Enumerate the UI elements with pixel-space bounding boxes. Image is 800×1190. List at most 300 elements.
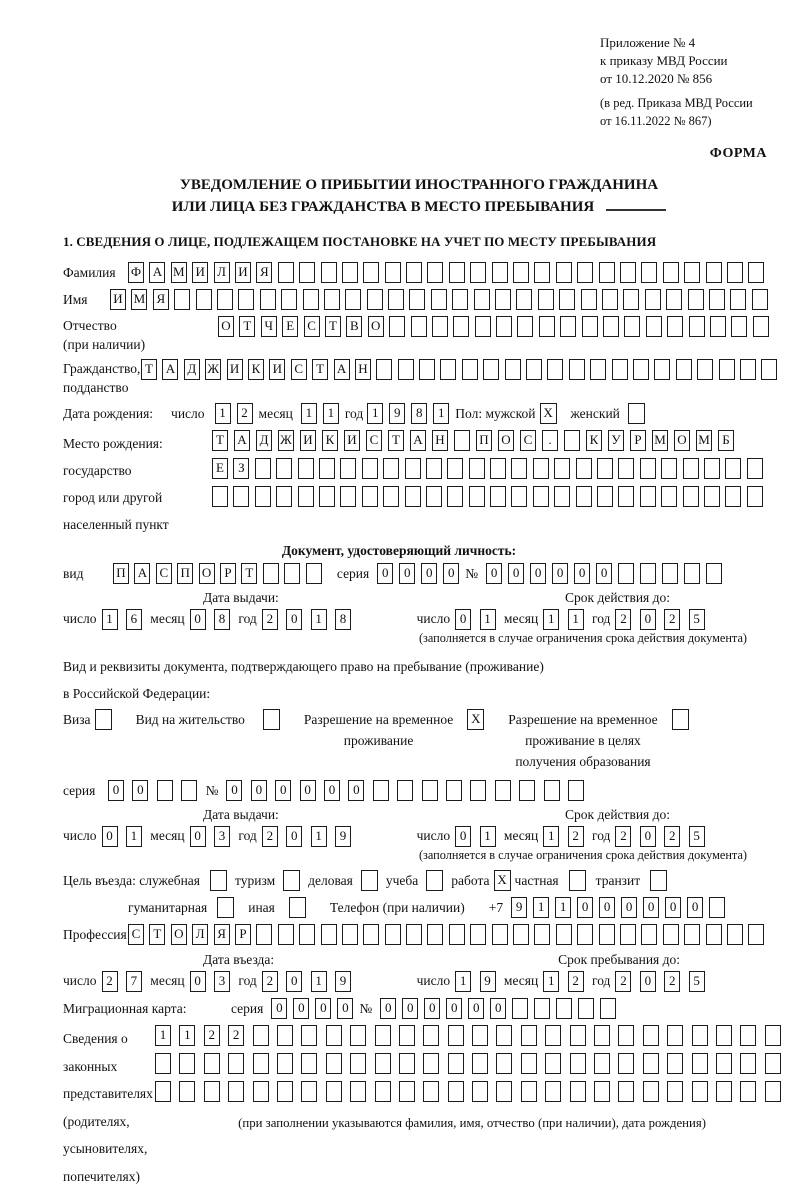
char-box[interactable]: 0 xyxy=(377,563,393,584)
char-box[interactable]: 1 xyxy=(543,971,559,992)
char-box[interactable] xyxy=(620,924,636,945)
char-box[interactable]: И xyxy=(192,262,208,283)
char-box[interactable] xyxy=(276,458,292,479)
char-box[interactable]: 0 xyxy=(421,563,437,584)
char-box[interactable] xyxy=(646,316,662,337)
char-box[interactable] xyxy=(568,780,584,801)
char-box[interactable] xyxy=(405,486,421,507)
char-box[interactable] xyxy=(564,430,580,451)
char-box[interactable]: О xyxy=(368,316,384,337)
char-box[interactable] xyxy=(753,316,769,337)
char-box[interactable]: 0 xyxy=(251,780,267,801)
char-box[interactable]: Л xyxy=(214,262,230,283)
char-box[interactable]: 9 xyxy=(335,826,351,847)
char-box[interactable]: О xyxy=(218,316,234,337)
char-box[interactable] xyxy=(398,359,414,380)
char-box[interactable] xyxy=(697,359,713,380)
char-box[interactable] xyxy=(260,289,276,310)
char-box[interactable] xyxy=(496,316,512,337)
char-box[interactable] xyxy=(446,780,462,801)
char-box[interactable] xyxy=(612,359,628,380)
char-box[interactable]: 2 xyxy=(615,971,631,992)
char-box[interactable]: 0 xyxy=(226,780,242,801)
char-box[interactable]: 0 xyxy=(443,563,459,584)
char-box[interactable] xyxy=(534,924,550,945)
char-box[interactable]: 0 xyxy=(643,897,659,918)
char-box[interactable] xyxy=(376,359,392,380)
stay-month-input[interactable] xyxy=(543,971,592,992)
char-box[interactable] xyxy=(688,289,704,310)
char-box[interactable]: 5 xyxy=(689,609,705,630)
char-box[interactable]: О xyxy=(199,563,215,584)
char-box[interactable] xyxy=(545,1053,561,1074)
char-box[interactable] xyxy=(389,316,405,337)
char-box[interactable]: С xyxy=(520,430,536,451)
char-box[interactable] xyxy=(301,1053,317,1074)
char-box[interactable] xyxy=(597,486,613,507)
char-box[interactable]: И xyxy=(110,289,126,310)
char-box[interactable]: 0 xyxy=(455,826,471,847)
char-box[interactable]: Р xyxy=(630,430,646,451)
char-box[interactable]: 0 xyxy=(665,897,681,918)
char-box[interactable]: 0 xyxy=(315,998,331,1019)
char-box[interactable] xyxy=(406,924,422,945)
char-box[interactable] xyxy=(454,430,470,451)
char-box[interactable] xyxy=(521,1081,537,1102)
char-box[interactable]: Б xyxy=(718,430,734,451)
char-box[interactable]: 0 xyxy=(402,998,418,1019)
char-box[interactable] xyxy=(496,1053,512,1074)
char-box[interactable] xyxy=(388,289,404,310)
char-box[interactable]: З xyxy=(233,458,249,479)
char-box[interactable]: 0 xyxy=(337,998,353,1019)
char-box[interactable]: Д xyxy=(256,430,272,451)
char-box[interactable] xyxy=(181,780,197,801)
char-box[interactable] xyxy=(752,289,768,310)
permit-issue-month-input[interactable] xyxy=(190,826,239,847)
char-box[interactable] xyxy=(204,1053,220,1074)
char-box[interactable]: А xyxy=(134,563,150,584)
char-box[interactable]: А xyxy=(149,262,165,283)
char-box[interactable]: 0 xyxy=(286,971,302,992)
char-box[interactable] xyxy=(569,359,585,380)
char-box[interactable]: Я xyxy=(214,924,230,945)
char-box[interactable]: 0 xyxy=(271,998,287,1019)
char-box[interactable]: 1 xyxy=(155,1025,171,1046)
char-box[interactable] xyxy=(472,1053,488,1074)
char-box[interactable] xyxy=(431,289,447,310)
char-box[interactable] xyxy=(426,458,442,479)
char-box[interactable]: 9 xyxy=(511,897,527,918)
char-box[interactable] xyxy=(618,1025,634,1046)
char-box[interactable] xyxy=(521,1025,537,1046)
migration-series-input[interactable] xyxy=(271,998,359,1019)
char-box[interactable] xyxy=(618,458,634,479)
char-box[interactable]: 1 xyxy=(311,609,327,630)
purpose-work-checkbox[interactable]: X xyxy=(494,870,511,891)
char-box[interactable] xyxy=(667,1081,683,1102)
char-box[interactable]: 0 xyxy=(190,971,206,992)
char-box[interactable] xyxy=(350,1081,366,1102)
char-box[interactable] xyxy=(663,924,679,945)
char-box[interactable] xyxy=(449,262,465,283)
char-box[interactable]: 1 xyxy=(480,826,496,847)
citizenship-input[interactable] xyxy=(141,359,783,380)
char-box[interactable]: 0 xyxy=(324,780,340,801)
char-box[interactable]: 1 xyxy=(311,971,327,992)
char-box[interactable]: 0 xyxy=(687,897,703,918)
permit-valid-year-input[interactable] xyxy=(615,826,713,847)
char-box[interactable]: Н xyxy=(432,430,448,451)
birth-month-input[interactable] xyxy=(301,403,345,424)
char-box[interactable] xyxy=(179,1053,195,1074)
char-box[interactable]: 0 xyxy=(640,609,656,630)
char-box[interactable] xyxy=(490,486,506,507)
char-box[interactable] xyxy=(517,316,533,337)
char-box[interactable] xyxy=(299,262,315,283)
char-box[interactable] xyxy=(426,486,442,507)
purpose-study-checkbox[interactable] xyxy=(426,870,443,891)
char-box[interactable] xyxy=(618,1053,634,1074)
doc-issue-day-input[interactable] xyxy=(102,609,151,630)
char-box[interactable] xyxy=(432,316,448,337)
edu-permit-checkbox[interactable] xyxy=(672,709,689,730)
char-box[interactable] xyxy=(570,1053,586,1074)
birth-day-input[interactable] xyxy=(215,403,259,424)
char-box[interactable]: О xyxy=(498,430,514,451)
char-box[interactable] xyxy=(362,486,378,507)
char-box[interactable] xyxy=(706,563,722,584)
char-box[interactable] xyxy=(427,262,443,283)
char-box[interactable]: 9 xyxy=(335,971,351,992)
char-box[interactable] xyxy=(399,1025,415,1046)
birth-year-input[interactable] xyxy=(367,403,455,424)
char-box[interactable] xyxy=(385,262,401,283)
char-box[interactable]: 8 xyxy=(411,403,427,424)
char-box[interactable] xyxy=(709,289,725,310)
char-box[interactable] xyxy=(661,458,677,479)
char-box[interactable] xyxy=(492,262,508,283)
char-box[interactable] xyxy=(727,924,743,945)
char-box[interactable]: 1 xyxy=(215,403,231,424)
char-box[interactable] xyxy=(373,780,389,801)
char-box[interactable] xyxy=(298,458,314,479)
patronymic-input[interactable] xyxy=(218,316,774,337)
char-box[interactable] xyxy=(375,1053,391,1074)
char-box[interactable] xyxy=(667,1053,683,1074)
purpose-tourism-checkbox[interactable] xyxy=(283,870,300,891)
char-box[interactable] xyxy=(556,924,572,945)
doc-valid-day-input[interactable] xyxy=(455,609,504,630)
char-box[interactable] xyxy=(594,1081,610,1102)
char-box[interactable] xyxy=(716,1025,732,1046)
char-box[interactable]: 1 xyxy=(533,897,549,918)
char-box[interactable] xyxy=(470,924,486,945)
char-box[interactable]: Ч xyxy=(261,316,277,337)
char-box[interactable] xyxy=(765,1053,781,1074)
char-box[interactable]: . xyxy=(542,430,558,451)
name-input[interactable] xyxy=(110,289,773,310)
char-box[interactable] xyxy=(556,998,572,1019)
char-box[interactable] xyxy=(228,1081,244,1102)
char-box[interactable] xyxy=(544,780,560,801)
char-box[interactable]: А xyxy=(410,430,426,451)
char-box[interactable]: Н xyxy=(355,359,371,380)
surname-input[interactable] xyxy=(128,262,770,283)
char-box[interactable] xyxy=(495,780,511,801)
char-box[interactable] xyxy=(512,998,528,1019)
char-box[interactable]: 1 xyxy=(179,1025,195,1046)
char-box[interactable]: Ж xyxy=(205,359,221,380)
char-box[interactable] xyxy=(740,1081,756,1102)
char-box[interactable] xyxy=(217,289,233,310)
char-box[interactable] xyxy=(427,924,443,945)
purpose-business-checkbox[interactable] xyxy=(361,870,378,891)
char-box[interactable]: 1 xyxy=(568,609,584,630)
char-box[interactable]: 2 xyxy=(664,971,680,992)
char-box[interactable]: 1 xyxy=(543,826,559,847)
char-box[interactable] xyxy=(534,998,550,1019)
char-box[interactable]: 1 xyxy=(555,897,571,918)
char-box[interactable]: И xyxy=(227,359,243,380)
char-box[interactable] xyxy=(340,486,356,507)
char-box[interactable] xyxy=(321,924,337,945)
char-box[interactable]: А xyxy=(234,430,250,451)
char-box[interactable]: П xyxy=(113,563,129,584)
migration-number-input[interactable] xyxy=(380,998,622,1019)
char-box[interactable]: 0 xyxy=(108,780,124,801)
char-box[interactable]: 8 xyxy=(335,609,351,630)
char-box[interactable] xyxy=(448,1025,464,1046)
char-box[interactable] xyxy=(618,1081,634,1102)
char-box[interactable]: 2 xyxy=(228,1025,244,1046)
representatives-row2-input[interactable] xyxy=(155,1053,789,1074)
char-box[interactable]: 0 xyxy=(190,826,206,847)
char-box[interactable] xyxy=(582,316,598,337)
char-box[interactable]: 1 xyxy=(311,826,327,847)
char-box[interactable]: Р xyxy=(220,563,236,584)
char-box[interactable] xyxy=(600,998,616,1019)
char-box[interactable]: 3 xyxy=(214,971,230,992)
char-box[interactable] xyxy=(495,289,511,310)
char-box[interactable]: 1 xyxy=(323,403,339,424)
profession-input[interactable] xyxy=(128,924,770,945)
char-box[interactable] xyxy=(472,1081,488,1102)
char-box[interactable] xyxy=(204,1081,220,1102)
char-box[interactable] xyxy=(342,924,358,945)
char-box[interactable]: Р xyxy=(235,924,251,945)
char-box[interactable]: Е xyxy=(282,316,298,337)
char-box[interactable] xyxy=(654,359,670,380)
char-box[interactable] xyxy=(576,486,592,507)
doc-issue-year-input[interactable] xyxy=(262,609,360,630)
char-box[interactable]: В xyxy=(346,316,362,337)
char-box[interactable] xyxy=(303,289,319,310)
char-box[interactable]: К xyxy=(322,430,338,451)
char-box[interactable] xyxy=(577,262,593,283)
char-box[interactable]: И xyxy=(300,430,316,451)
char-box[interactable] xyxy=(423,1081,439,1102)
birthplace-row2-input[interactable] xyxy=(212,458,768,479)
doc-number-input[interactable] xyxy=(486,563,728,584)
char-box[interactable] xyxy=(399,1081,415,1102)
char-box[interactable] xyxy=(577,924,593,945)
char-box[interactable] xyxy=(684,563,700,584)
char-box[interactable]: А xyxy=(334,359,350,380)
stay-year-input[interactable] xyxy=(615,971,713,992)
char-box[interactable] xyxy=(623,289,639,310)
char-box[interactable] xyxy=(643,1025,659,1046)
char-box[interactable] xyxy=(496,1025,512,1046)
char-box[interactable]: 1 xyxy=(102,609,118,630)
char-box[interactable] xyxy=(581,289,597,310)
char-box[interactable] xyxy=(277,1053,293,1074)
char-box[interactable]: 1 xyxy=(126,826,142,847)
char-box[interactable] xyxy=(576,458,592,479)
char-box[interactable] xyxy=(278,262,294,283)
char-box[interactable]: 0 xyxy=(640,971,656,992)
char-box[interactable] xyxy=(533,486,549,507)
char-box[interactable]: И xyxy=(344,430,360,451)
char-box[interactable] xyxy=(449,924,465,945)
char-box[interactable] xyxy=(385,924,401,945)
char-box[interactable]: О xyxy=(171,924,187,945)
char-box[interactable] xyxy=(740,359,756,380)
char-box[interactable]: К xyxy=(248,359,264,380)
char-box[interactable] xyxy=(661,486,677,507)
char-box[interactable] xyxy=(281,289,297,310)
char-box[interactable]: М xyxy=(696,430,712,451)
char-box[interactable] xyxy=(725,458,741,479)
char-box[interactable] xyxy=(716,1053,732,1074)
char-box[interactable] xyxy=(253,1053,269,1074)
char-box[interactable] xyxy=(363,262,379,283)
char-box[interactable] xyxy=(533,458,549,479)
char-box[interactable]: 0 xyxy=(293,998,309,1019)
char-box[interactable]: У xyxy=(608,430,624,451)
char-box[interactable] xyxy=(570,1025,586,1046)
char-box[interactable] xyxy=(492,924,508,945)
char-box[interactable] xyxy=(559,289,575,310)
char-box[interactable] xyxy=(174,289,190,310)
char-box[interactable] xyxy=(409,289,425,310)
char-box[interactable] xyxy=(599,924,615,945)
char-box[interactable] xyxy=(448,1081,464,1102)
char-box[interactable]: 1 xyxy=(543,609,559,630)
char-box[interactable] xyxy=(462,359,478,380)
char-box[interactable]: Т xyxy=(388,430,404,451)
char-box[interactable] xyxy=(719,359,735,380)
char-box[interactable] xyxy=(383,486,399,507)
char-box[interactable]: 9 xyxy=(480,971,496,992)
char-box[interactable] xyxy=(570,1081,586,1102)
char-box[interactable] xyxy=(740,1053,756,1074)
char-box[interactable] xyxy=(345,289,361,310)
char-box[interactable] xyxy=(511,486,527,507)
representatives-row1-input[interactable] xyxy=(155,1025,789,1046)
char-box[interactable] xyxy=(667,316,683,337)
char-box[interactable] xyxy=(554,458,570,479)
char-box[interactable] xyxy=(556,262,572,283)
doc-valid-year-input[interactable] xyxy=(615,609,713,630)
char-box[interactable]: 1 xyxy=(433,403,449,424)
char-box[interactable]: Т xyxy=(312,359,328,380)
char-box[interactable] xyxy=(422,780,438,801)
entry-day-input[interactable] xyxy=(102,971,151,992)
char-box[interactable] xyxy=(383,458,399,479)
char-box[interactable] xyxy=(253,1081,269,1102)
char-box[interactable] xyxy=(452,289,468,310)
char-box[interactable] xyxy=(212,486,228,507)
char-box[interactable] xyxy=(362,458,378,479)
char-box[interactable] xyxy=(324,289,340,310)
char-box[interactable] xyxy=(470,780,486,801)
char-box[interactable] xyxy=(618,486,634,507)
char-box[interactable] xyxy=(547,359,563,380)
char-box[interactable] xyxy=(423,1025,439,1046)
char-box[interactable] xyxy=(475,316,491,337)
char-box[interactable] xyxy=(513,924,529,945)
char-box[interactable]: 6 xyxy=(126,609,142,630)
char-box[interactable] xyxy=(306,563,322,584)
char-box[interactable] xyxy=(340,458,356,479)
permit-issue-day-input[interactable] xyxy=(102,826,151,847)
char-box[interactable]: Е xyxy=(212,458,228,479)
char-box[interactable] xyxy=(667,1025,683,1046)
sex-female-checkbox[interactable] xyxy=(628,403,645,424)
char-box[interactable]: 0 xyxy=(132,780,148,801)
char-box[interactable]: С xyxy=(366,430,382,451)
char-box[interactable]: А xyxy=(162,359,178,380)
permit-issue-year-input[interactable] xyxy=(262,826,360,847)
char-box[interactable] xyxy=(640,458,656,479)
char-box[interactable] xyxy=(727,262,743,283)
char-box[interactable]: 0 xyxy=(530,563,546,584)
char-box[interactable]: 2 xyxy=(262,826,278,847)
char-box[interactable] xyxy=(624,316,640,337)
char-box[interactable] xyxy=(676,359,692,380)
char-box[interactable] xyxy=(594,1025,610,1046)
char-box[interactable] xyxy=(748,924,764,945)
char-box[interactable] xyxy=(747,486,763,507)
char-box[interactable]: 0 xyxy=(596,563,612,584)
char-box[interactable]: Т xyxy=(149,924,165,945)
char-box[interactable]: С xyxy=(156,563,172,584)
char-box[interactable] xyxy=(179,1081,195,1102)
char-box[interactable]: О xyxy=(674,430,690,451)
char-box[interactable] xyxy=(513,262,529,283)
doc-valid-month-input[interactable] xyxy=(543,609,592,630)
char-box[interactable]: 0 xyxy=(102,826,118,847)
char-box[interactable] xyxy=(618,563,634,584)
char-box[interactable] xyxy=(321,262,337,283)
char-box[interactable] xyxy=(440,359,456,380)
phone-input[interactable] xyxy=(511,897,731,918)
birthplace-row1-input[interactable] xyxy=(212,430,768,451)
char-box[interactable]: С xyxy=(304,316,320,337)
char-box[interactable] xyxy=(496,1081,512,1102)
char-box[interactable]: П xyxy=(476,430,492,451)
char-box[interactable] xyxy=(233,486,249,507)
char-box[interactable]: 1 xyxy=(455,971,471,992)
char-box[interactable] xyxy=(666,289,682,310)
char-box[interactable] xyxy=(196,289,212,310)
char-box[interactable]: 1 xyxy=(480,609,496,630)
purpose-private-checkbox[interactable] xyxy=(569,870,586,891)
char-box[interactable]: 9 xyxy=(389,403,405,424)
char-box[interactable] xyxy=(511,458,527,479)
char-box[interactable]: 0 xyxy=(621,897,637,918)
